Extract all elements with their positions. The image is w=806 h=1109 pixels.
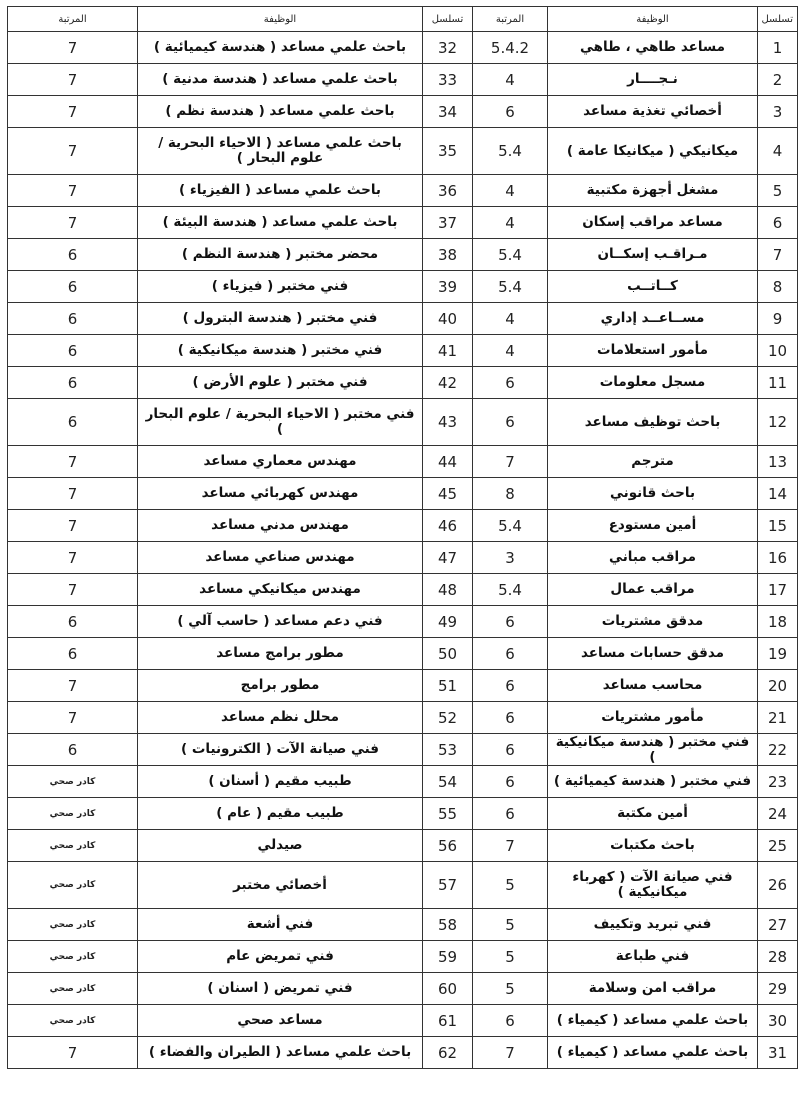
cell-seq: 27 bbox=[758, 909, 798, 941]
cell-rank: 6 bbox=[473, 96, 548, 128]
cell-rank: 4 bbox=[473, 335, 548, 367]
cell-rank: 7 bbox=[8, 1037, 138, 1069]
cell-rank: 7 bbox=[8, 574, 138, 606]
cell-job: فني مختبر ( هندسة البترول ) bbox=[138, 303, 423, 335]
table-row bbox=[8, 64, 798, 96]
cell-seq: 59 bbox=[423, 941, 473, 973]
cell-rank: 7 bbox=[473, 1037, 548, 1069]
cell-job: مراقب عمال bbox=[548, 574, 758, 606]
cell-seq: 41 bbox=[423, 335, 473, 367]
cell-job: مطور برامج مساعد bbox=[138, 638, 423, 670]
cell-job: فني تبريد وتكييف bbox=[548, 909, 758, 941]
cell-job: باحث علمي مساعد ( هندسة البيئة ) bbox=[138, 207, 423, 239]
header-seq-right: تسلسل bbox=[758, 7, 798, 32]
cell-job: طبيب مقيم ( أسنان ) bbox=[138, 766, 423, 798]
cell-job: فني مختبر ( علوم الأرض ) bbox=[138, 367, 423, 399]
cell-rank: 3 bbox=[473, 542, 548, 574]
cell-seq: 17 bbox=[758, 574, 798, 606]
cell-job: باحث قانوني bbox=[548, 478, 758, 510]
cell-job: باحث مكتبات bbox=[548, 830, 758, 862]
cell-seq: 62 bbox=[423, 1037, 473, 1069]
cell-job: باحث علمي مساعد ( كيمياء ) bbox=[548, 1005, 758, 1037]
cell-job: مسجل معلومات bbox=[548, 367, 758, 399]
cell-job: مساعد طاهي ، طاهي bbox=[548, 32, 758, 64]
cell-job: محاسب مساعد bbox=[548, 670, 758, 702]
cell-rank: 5.4.2 bbox=[473, 32, 548, 64]
table-row bbox=[8, 335, 798, 367]
header-seq-left: تسلسل bbox=[423, 7, 473, 32]
cell-rank: 6 bbox=[8, 367, 138, 399]
table-row bbox=[8, 478, 798, 510]
cell-rank: 5 bbox=[473, 941, 548, 973]
cell-job: فني تمريض ( اسنان ) bbox=[138, 973, 423, 1005]
cell-seq: 50 bbox=[423, 638, 473, 670]
table-row bbox=[8, 510, 798, 542]
cell-job: باحث علمي مساعد ( الفيزياء ) bbox=[138, 175, 423, 207]
cell-job: محلل نظم مساعد bbox=[138, 702, 423, 734]
cell-rank: 7 bbox=[8, 96, 138, 128]
cell-rank: 6 bbox=[473, 670, 548, 702]
cell-seq: 15 bbox=[758, 510, 798, 542]
cell-rank: 5.4 bbox=[473, 271, 548, 303]
table-row bbox=[8, 766, 798, 798]
cell-rank: 5 bbox=[473, 973, 548, 1005]
cell-job: فني مختبر ( هندسة كيميائية ) bbox=[548, 766, 758, 798]
cell-rank: 6 bbox=[473, 1005, 548, 1037]
cell-seq: 32 bbox=[423, 32, 473, 64]
cell-job: باحث علمي مساعد ( هندسة كيميائية ) bbox=[138, 32, 423, 64]
cell-rank: 7 bbox=[8, 207, 138, 239]
cell-rank: كادر صحي bbox=[8, 909, 138, 941]
cell-rank: 4 bbox=[473, 64, 548, 96]
cell-job: مـراقـب إسكــان bbox=[548, 239, 758, 271]
cell-job: فني مختبر ( هندسة ميكانيكية ) bbox=[548, 734, 758, 766]
cell-job: مهندس معماري مساعد bbox=[138, 446, 423, 478]
cell-seq: 16 bbox=[758, 542, 798, 574]
cell-job: باحث توظيف مساعد bbox=[548, 399, 758, 446]
cell-job: فني أشعة bbox=[138, 909, 423, 941]
cell-job: باحث علمي مساعد ( هندسة مدنية ) bbox=[138, 64, 423, 96]
cell-seq: 56 bbox=[423, 830, 473, 862]
cell-rank: 7 bbox=[473, 830, 548, 862]
table-row bbox=[8, 399, 798, 446]
cell-seq: 8 bbox=[758, 271, 798, 303]
cell-seq: 36 bbox=[423, 175, 473, 207]
table-row bbox=[8, 367, 798, 399]
table-row bbox=[8, 96, 798, 128]
cell-seq: 33 bbox=[423, 64, 473, 96]
cell-rank: 7 bbox=[8, 32, 138, 64]
cell-seq: 35 bbox=[423, 128, 473, 175]
cell-seq: 51 bbox=[423, 670, 473, 702]
cell-rank: 6 bbox=[8, 638, 138, 670]
cell-rank: 7 bbox=[8, 478, 138, 510]
cell-rank: 5.4 bbox=[473, 510, 548, 542]
table-row bbox=[8, 1005, 798, 1037]
cell-job: أخصائي مختبر bbox=[138, 862, 423, 909]
table-row bbox=[8, 1037, 798, 1069]
cell-rank: 6 bbox=[8, 335, 138, 367]
cell-seq: 19 bbox=[758, 638, 798, 670]
cell-job: مســاعــد إداري bbox=[548, 303, 758, 335]
cell-rank: 5 bbox=[473, 862, 548, 909]
table-row bbox=[8, 862, 798, 909]
table-row bbox=[8, 973, 798, 1005]
header-rank-left: المرتبة bbox=[8, 7, 138, 32]
cell-job: باحث علمي مساعد ( الاحياء البحرية / علوم البحار ) bbox=[138, 128, 423, 175]
cell-seq: 61 bbox=[423, 1005, 473, 1037]
cell-rank: 8 bbox=[473, 478, 548, 510]
cell-job: صيدلي bbox=[138, 830, 423, 862]
table-row bbox=[8, 32, 798, 64]
cell-seq: 24 bbox=[758, 798, 798, 830]
cell-rank: 7 bbox=[8, 128, 138, 175]
cell-seq: 34 bbox=[423, 96, 473, 128]
cell-seq: 14 bbox=[758, 478, 798, 510]
cell-rank: 7 bbox=[473, 446, 548, 478]
table-body bbox=[8, 32, 798, 1069]
cell-seq: 4 bbox=[758, 128, 798, 175]
cell-seq: 5 bbox=[758, 175, 798, 207]
table-row bbox=[8, 542, 798, 574]
cell-seq: 52 bbox=[423, 702, 473, 734]
cell-seq: 47 bbox=[423, 542, 473, 574]
cell-seq: 57 bbox=[423, 862, 473, 909]
cell-rank: 6 bbox=[8, 399, 138, 446]
cell-rank: 5.4 bbox=[473, 574, 548, 606]
cell-rank: 7 bbox=[8, 670, 138, 702]
cell-seq: 53 bbox=[423, 734, 473, 766]
cell-seq: 49 bbox=[423, 606, 473, 638]
table-row bbox=[8, 574, 798, 606]
header-job-right: الوظيفة bbox=[548, 7, 758, 32]
cell-rank: 6 bbox=[473, 367, 548, 399]
cell-seq: 13 bbox=[758, 446, 798, 478]
cell-seq: 11 bbox=[758, 367, 798, 399]
cell-job: نـجــــار bbox=[548, 64, 758, 96]
cell-rank: كادر صحي bbox=[8, 830, 138, 862]
cell-job: مأمور استعلامات bbox=[548, 335, 758, 367]
cell-seq: 9 bbox=[758, 303, 798, 335]
cell-rank: 6 bbox=[473, 734, 548, 766]
cell-seq: 28 bbox=[758, 941, 798, 973]
cell-rank: 6 bbox=[473, 638, 548, 670]
table-row bbox=[8, 941, 798, 973]
cell-job: أمين مكتبة bbox=[548, 798, 758, 830]
cell-rank: 6 bbox=[473, 766, 548, 798]
cell-seq: 54 bbox=[423, 766, 473, 798]
cell-rank: كادر صحي bbox=[8, 1005, 138, 1037]
table-row bbox=[8, 909, 798, 941]
cell-job: أخصائي تغذية مساعد bbox=[548, 96, 758, 128]
cell-rank: 6 bbox=[8, 734, 138, 766]
cell-job: مدقق مشتريات bbox=[548, 606, 758, 638]
cell-job: فني مختبر ( فيزياء ) bbox=[138, 271, 423, 303]
cell-seq: 29 bbox=[758, 973, 798, 1005]
cell-job: فني مختبر ( الاحياء البحرية / علوم البحار ) bbox=[138, 399, 423, 446]
cell-rank: 6 bbox=[473, 606, 548, 638]
table-row bbox=[8, 175, 798, 207]
table-row bbox=[8, 303, 798, 335]
cell-rank: 6 bbox=[8, 271, 138, 303]
cell-rank: 7 bbox=[8, 64, 138, 96]
cell-job: طبيب مقيم ( عام ) bbox=[138, 798, 423, 830]
cell-seq: 39 bbox=[423, 271, 473, 303]
header-row bbox=[8, 7, 798, 32]
cell-seq: 10 bbox=[758, 335, 798, 367]
cell-seq: 38 bbox=[423, 239, 473, 271]
cell-job: مدقق حسابات مساعد bbox=[548, 638, 758, 670]
cell-job: باحث علمي مساعد ( الطيران والفضاء ) bbox=[138, 1037, 423, 1069]
cell-seq: 21 bbox=[758, 702, 798, 734]
cell-rank: 4 bbox=[473, 207, 548, 239]
cell-job: كــاتــب bbox=[548, 271, 758, 303]
cell-seq: 1 bbox=[758, 32, 798, 64]
cell-job: مهندس كهربائي مساعد bbox=[138, 478, 423, 510]
cell-job: مساعد صحي bbox=[138, 1005, 423, 1037]
cell-rank: 5 bbox=[473, 909, 548, 941]
cell-seq: 6 bbox=[758, 207, 798, 239]
cell-seq: 3 bbox=[758, 96, 798, 128]
cell-job: فني دعم مساعد ( حاسب آلي ) bbox=[138, 606, 423, 638]
table-row bbox=[8, 271, 798, 303]
table-row bbox=[8, 128, 798, 175]
jobs-table bbox=[7, 6, 798, 1069]
cell-seq: 44 bbox=[423, 446, 473, 478]
cell-rank: 7 bbox=[8, 510, 138, 542]
cell-seq: 58 bbox=[423, 909, 473, 941]
cell-rank: 6 bbox=[8, 303, 138, 335]
cell-job: مشغل أجهزة مكتبية bbox=[548, 175, 758, 207]
table-row bbox=[8, 702, 798, 734]
table-row bbox=[8, 638, 798, 670]
cell-rank: 5.4 bbox=[473, 128, 548, 175]
cell-job: أمين مستودع bbox=[548, 510, 758, 542]
cell-seq: 40 bbox=[423, 303, 473, 335]
cell-job: مراقب مباني bbox=[548, 542, 758, 574]
cell-job: مهندس صناعي مساعد bbox=[138, 542, 423, 574]
cell-rank: 4 bbox=[473, 175, 548, 207]
cell-job: ميكانيكي ( ميكانيكا عامة ) bbox=[548, 128, 758, 175]
cell-rank: 7 bbox=[8, 542, 138, 574]
cell-job: فني مختبر ( هندسة ميكانيكية ) bbox=[138, 335, 423, 367]
table-row bbox=[8, 798, 798, 830]
cell-job: مراقب امن وسلامة bbox=[548, 973, 758, 1005]
cell-job: مهندس ميكانيكي مساعد bbox=[138, 574, 423, 606]
table-row bbox=[8, 734, 798, 766]
cell-rank: كادر صحي bbox=[8, 766, 138, 798]
cell-job: مترجم bbox=[548, 446, 758, 478]
cell-seq: 60 bbox=[423, 973, 473, 1005]
cell-seq: 25 bbox=[758, 830, 798, 862]
cell-seq: 22 bbox=[758, 734, 798, 766]
cell-job: محضر مختبر ( هندسة النظم ) bbox=[138, 239, 423, 271]
cell-job: مأمور مشتريات bbox=[548, 702, 758, 734]
cell-seq: 42 bbox=[423, 367, 473, 399]
cell-seq: 48 bbox=[423, 574, 473, 606]
cell-seq: 23 bbox=[758, 766, 798, 798]
cell-rank: كادر صحي bbox=[8, 941, 138, 973]
cell-job: باحث علمي مساعد ( هندسة نظم ) bbox=[138, 96, 423, 128]
cell-rank: 4 bbox=[473, 303, 548, 335]
table-row bbox=[8, 239, 798, 271]
cell-job: مهندس مدني مساعد bbox=[138, 510, 423, 542]
cell-rank: 6 bbox=[473, 702, 548, 734]
cell-seq: 26 bbox=[758, 862, 798, 909]
header-job-left: الوظيفة bbox=[138, 7, 423, 32]
cell-seq: 45 bbox=[423, 478, 473, 510]
header-rank-right: المرتبة bbox=[473, 7, 548, 32]
table-row bbox=[8, 446, 798, 478]
cell-rank: 6 bbox=[473, 798, 548, 830]
jobs-table-sheet bbox=[8, 6, 798, 1069]
cell-rank: 7 bbox=[8, 702, 138, 734]
cell-rank: 6 bbox=[473, 399, 548, 446]
cell-job: مطور برامج bbox=[138, 670, 423, 702]
cell-seq: 43 bbox=[423, 399, 473, 446]
cell-seq: 31 bbox=[758, 1037, 798, 1069]
table-row bbox=[8, 830, 798, 862]
cell-job: فني طباعة bbox=[548, 941, 758, 973]
cell-rank: كادر صحي bbox=[8, 798, 138, 830]
cell-rank: 6 bbox=[8, 239, 138, 271]
cell-job: فني صيانة الآت ( كهرباء ميكانيكية ) bbox=[548, 862, 758, 909]
cell-job: باحث علمي مساعد ( كيمياء ) bbox=[548, 1037, 758, 1069]
cell-seq: 18 bbox=[758, 606, 798, 638]
table-row bbox=[8, 670, 798, 702]
cell-rank: كادر صحي bbox=[8, 973, 138, 1005]
cell-job: فني صيانة الآت ( الكترونيات ) bbox=[138, 734, 423, 766]
cell-seq: 12 bbox=[758, 399, 798, 446]
table-row bbox=[8, 606, 798, 638]
table-row bbox=[8, 207, 798, 239]
cell-seq: 7 bbox=[758, 239, 798, 271]
cell-seq: 46 bbox=[423, 510, 473, 542]
cell-seq: 55 bbox=[423, 798, 473, 830]
cell-seq: 20 bbox=[758, 670, 798, 702]
cell-rank: 7 bbox=[8, 446, 138, 478]
cell-seq: 37 bbox=[423, 207, 473, 239]
cell-job: مساعد مراقب إسكان bbox=[548, 207, 758, 239]
cell-seq: 2 bbox=[758, 64, 798, 96]
cell-rank: 7 bbox=[8, 175, 138, 207]
cell-job: فني تمريض عام bbox=[138, 941, 423, 973]
cell-rank: 6 bbox=[8, 606, 138, 638]
cell-seq: 30 bbox=[758, 1005, 798, 1037]
cell-rank: كادر صحي bbox=[8, 862, 138, 909]
cell-rank: 5.4 bbox=[473, 239, 548, 271]
